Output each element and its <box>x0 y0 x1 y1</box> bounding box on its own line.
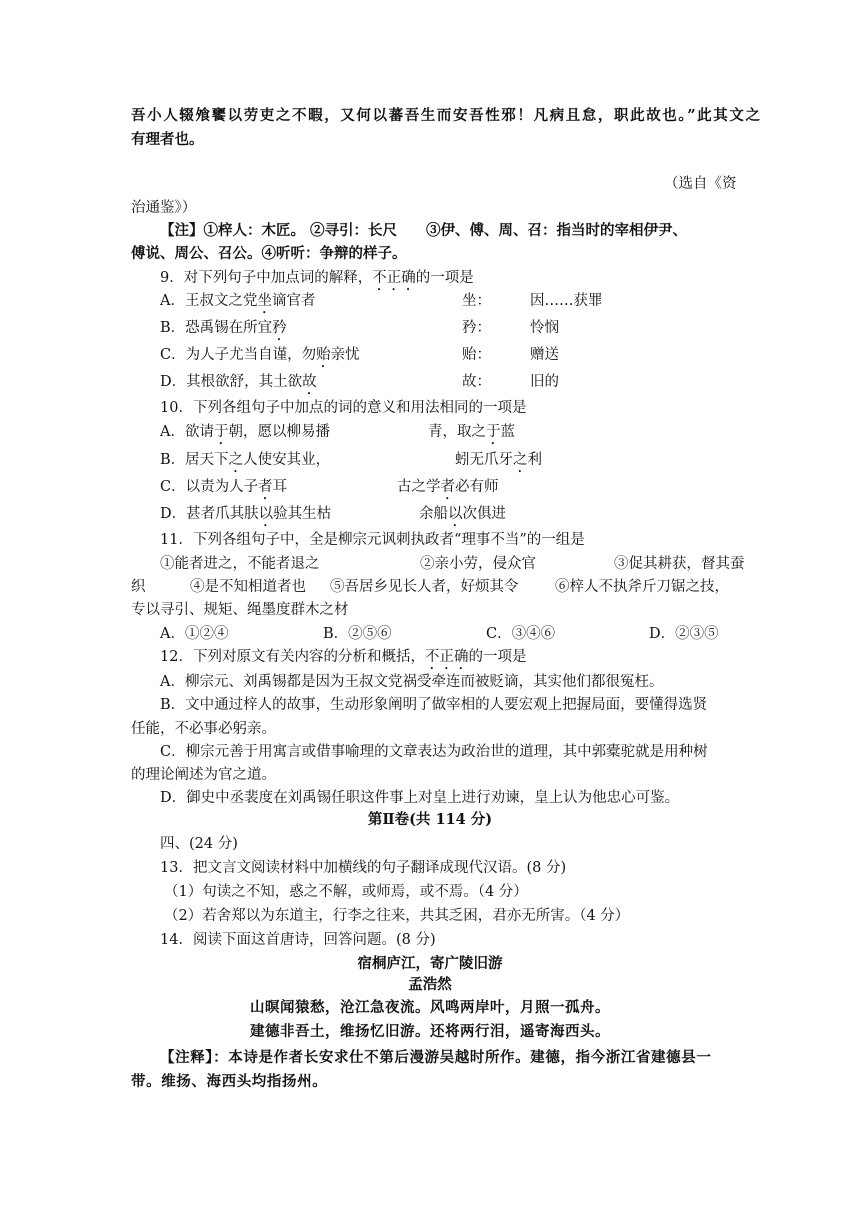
question-10-option-c-left <box>160 477 287 503</box>
question-11-item: ③促其耕获，督其蚕 <box>614 556 745 572</box>
stem-text: 的一项是 <box>415 270 474 286</box>
option-text: 必有师 <box>455 479 499 495</box>
option-meaning: 旧的 <box>530 374 559 390</box>
dotted-word: 者 <box>440 479 455 495</box>
dotted-word: 者 <box>258 479 273 495</box>
question-10-option-b-left <box>160 450 330 476</box>
option-text: 朝，愿以柳易播 <box>228 424 330 440</box>
option-text: 蚓无爪牙 <box>455 452 513 468</box>
question-9-option-c <box>160 345 360 371</box>
option-text: 余船 <box>419 506 448 522</box>
stem-text: 9．对下列句子中加点词的解释， <box>160 270 373 286</box>
dotted-word: 于 <box>486 424 501 440</box>
section-heading: 四、(24 分) <box>160 836 238 852</box>
poem-title: 宿桐庐江，寄广陵旧游 <box>357 955 503 972</box>
question-13-item: （1）句读之不知，惑之不解，或师焉，或不焉。（4 分） <box>164 884 528 900</box>
question-12-option-c: C．柳宗元善于用寓言或借事喻理的文章表达为政治世的道理，其中郭橐驼就是用种树 <box>160 744 708 760</box>
question-9-option-d <box>160 372 317 398</box>
option-text: C．以责为人子 <box>160 479 259 495</box>
option-text: 人使安其业， <box>243 452 331 468</box>
source-citation: （选自《资 <box>664 176 737 192</box>
source-citation: 治通鉴》） <box>131 200 197 216</box>
question-11-stem: 11．下列各组句子中，全是柳宗元讽刺执政者“理事不当”的一组是 <box>160 532 585 548</box>
option-text: 古之学 <box>397 479 441 495</box>
question-12-stem <box>160 647 526 673</box>
option-text: 利 <box>527 452 542 468</box>
option-word: 坐： <box>462 293 491 309</box>
part-2-heading: 第Ⅱ卷(共 114 分) <box>367 811 493 828</box>
dotted-emphasis: 不正确 <box>372 270 416 286</box>
question-10-option-c-right <box>397 477 499 503</box>
option-meaning: 赠送 <box>530 347 559 363</box>
dotted-emphasis: 不正确 <box>424 649 469 665</box>
question-13-item: （2）若舍郑以为东道主，行李之往来，共其乏困，君亦无所害。（4 分） <box>164 908 630 924</box>
question-10-option-d-right <box>419 504 506 530</box>
dotted-word: 之 <box>228 452 244 468</box>
dotted-word: 以 <box>258 506 274 522</box>
question-11-choice: B．②⑤⑥ <box>323 626 392 642</box>
question-11-choice: C．③④⑥ <box>486 626 556 642</box>
stem-text: 的一项是 <box>468 649 527 665</box>
option-text: C．为人子尤当自谨，勿 <box>160 347 317 363</box>
dotted-word: 坐 <box>257 293 272 309</box>
poem-line: 山暝闻猿愁，沧江急夜流。风鸣两岸叶，月照一孤舟。 <box>250 999 610 1016</box>
question-11-item: ①能者进之，不能者退之 <box>160 556 320 572</box>
option-text: 次俱进 <box>462 506 506 522</box>
question-11-item: ⑤吾居乡见长人者，好烦其令 <box>330 579 519 595</box>
question-11-item: ②亲小劳，侵众官 <box>420 556 536 572</box>
question-10-option-a-right <box>428 422 515 448</box>
question-10-stem: 10．下列各组句子中加点的词的意义和用法相同的一项是 <box>160 400 527 416</box>
dotted-word: 故 <box>302 374 317 390</box>
option-text: 青，取之 <box>428 424 486 440</box>
option-meaning: 因……获罪 <box>530 293 603 309</box>
question-9-option-b <box>160 318 287 344</box>
poem-note: 带。维扬、海西头均指扬州。 <box>131 1073 328 1090</box>
question-11-item: ⑥梓人不执斧斤刀锯之技， <box>555 579 729 595</box>
annotation-note: 傅说、周公、召公。④听听：争辩的样子。 <box>131 245 407 262</box>
annotation-note: 【注】①梓人：木匠。 ②寻引：长尺 ③伊、傅、周、召：指当时的宰相伊尹、 <box>160 222 688 239</box>
question-11-choice: A．①②④ <box>160 626 229 642</box>
option-text: 谪官者 <box>271 293 316 309</box>
passage-line: 有理者也。 <box>131 131 204 148</box>
question-10-option-d-left <box>160 504 331 530</box>
question-9-option-a <box>160 291 315 317</box>
question-11-choice: D．②③⑤ <box>649 626 719 642</box>
question-14-stem: 14．阅读下面这首唐诗，回答问题。(8 分) <box>160 932 436 948</box>
question-11-item: ④是不知相道者也 <box>190 579 306 595</box>
dotted-word: 以 <box>448 506 463 522</box>
option-text: D．甚者爪其肤 <box>160 506 259 522</box>
option-text: 耳 <box>272 479 288 495</box>
poem-note: 【注释】：本诗是作者长安求仕不第后漫游吴越时所作。建德，指今浙江省建德县一 <box>160 1049 712 1066</box>
question-12-option-b: B．文中通过梓人的故事，生动形象阐明了做宰相的人要宏观上把握局面，要懂得选贤 <box>160 697 708 713</box>
option-word: 贻： <box>462 347 491 363</box>
passage-line: 吾小人辍飧饔以劳吏之不暇，又何以蕃吾生而安吾性邪！凡病且怠，职此故也。”此其文之 <box>131 107 762 124</box>
option-text: D．其根欲舒，其土欲 <box>160 374 303 390</box>
dotted-word: 之 <box>513 452 528 468</box>
question-10-option-a-left <box>160 422 330 448</box>
option-text: 验其生枯 <box>273 506 332 522</box>
question-12-option-b: 任能，不必事必躬亲。 <box>131 721 276 737</box>
option-word: 矜： <box>462 320 491 336</box>
question-11-item: 专以寻引、规矩、绳墨度群木之材 <box>131 602 349 618</box>
question-12-option-d: D．御史中丞裴度在刘禹锡任职这件事上对皇上进行劝谏，皇上认为他忠心可鉴。 <box>160 790 680 806</box>
dotted-word: 于 <box>213 424 229 440</box>
poem-author: 孟浩然 <box>408 976 452 993</box>
option-word: 故： <box>462 374 491 390</box>
question-12-option-c: 的理论阐述为官之道。 <box>131 767 276 783</box>
stem-text: 12．下列对原文有关内容的分析和概括， <box>160 649 425 665</box>
option-text: 蓝 <box>500 424 515 440</box>
option-meaning: 怜悯 <box>530 320 559 336</box>
dotted-word: 矜 <box>272 320 287 336</box>
option-text: 亲忧 <box>330 347 360 363</box>
option-text: A．欲请 <box>160 424 214 440</box>
question-13-stem: 13．把文言文阅读材料中加横线的句子翻译成现代汉语。(8 分) <box>160 860 567 876</box>
option-text: B．恐禹锡在所宜 <box>160 320 273 336</box>
question-11-item: 织 <box>131 579 146 595</box>
question-10-option-b-right <box>455 450 542 476</box>
option-text: B．居天下 <box>160 452 229 468</box>
dotted-word: 贻 <box>316 347 331 363</box>
poem-line: 建德非吾土，维扬忆旧游。还将两行泪，遥寄海西头。 <box>250 1023 610 1040</box>
question-12-option-a: A．柳宗元、刘禹锡都是因为王叔文党祸受牵连而被贬谪，其实他们都很冤枉。 <box>160 674 664 690</box>
option-text: A．王叔文之党 <box>160 293 258 309</box>
